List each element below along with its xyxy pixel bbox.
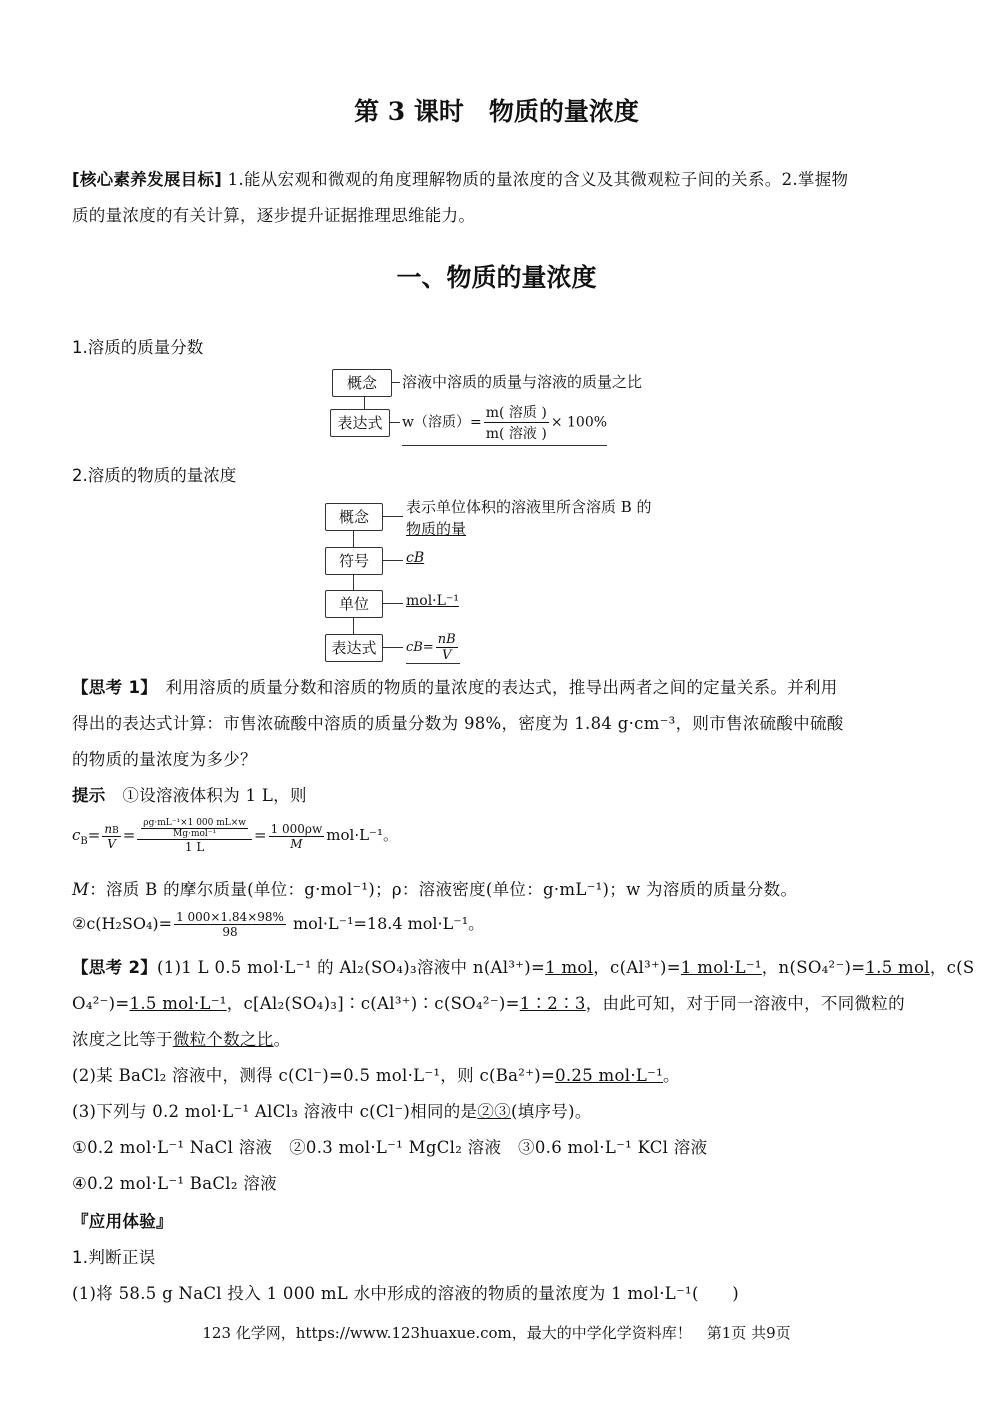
calc-fraction <box>174 910 286 939</box>
mass-fraction-formula <box>402 402 607 446</box>
nb-over-v: $\frac{nB}{V}$ <box>104 821 119 851</box>
calc-right: mol·L⁻¹=18.4 mol·L⁻¹。 <box>287 914 485 933</box>
formula-denominator: m( 溶液 ) <box>485 426 547 442</box>
think2-label: 【思考 2】 <box>72 958 158 977</box>
answer: 1.5 mol·L⁻¹ <box>129 994 227 1013</box>
answer: 0.25 mol·L⁻¹ <box>555 1066 664 1085</box>
apply-q1: (1)将 58.5 g NaCl 投入 1 000 mL 水中形成的溶液的物质的量浓度为 1 mol·L⁻¹( ) <box>72 1284 740 1303</box>
q1-line1: (1)1 L 0.5 mol·L⁻¹ 的 Al₂(SO₄)₃溶液中 n(Al³⁺)= <box>157 958 546 977</box>
box-expression: 表达式 <box>330 409 390 437</box>
big-fraction <box>137 818 252 854</box>
small-numerator: ρg·mL⁻¹×1 000 mL×w <box>143 818 246 828</box>
q3-end: (填序号)。 <box>510 1102 592 1121</box>
hint-label: 提示 <box>72 786 106 805</box>
box-unit: 单位 <box>325 590 383 618</box>
answer: 1 mol·L⁻¹ <box>680 958 762 977</box>
molarity-left: cB= <box>406 640 434 655</box>
think1-line3: 的物质的量浓度为多少？ <box>72 750 257 769</box>
apply-label: 『应用体验』 <box>72 1212 173 1231</box>
goal-text-2: 质的量浓度的有关计算，逐步提升证据推理思维能力。 <box>72 206 476 225</box>
concept-text-2 <box>406 496 652 540</box>
hint-text: ①设溶液体积为 1 L，则 <box>105 786 307 805</box>
answer: ②③ <box>477 1102 511 1121</box>
connector <box>390 422 400 423</box>
arrow <box>383 560 403 561</box>
result-fraction <box>269 822 325 851</box>
formula-unit: mol·L⁻¹。 <box>326 826 398 844</box>
molarity-fraction <box>436 632 458 663</box>
formula-fraction <box>484 402 549 443</box>
explain-text: ：溶质 B 的摩尔质量(单位：g·mol⁻¹)；ρ：溶液密度(单位：g·mL⁻¹)；w 为溶质的质量分数。 <box>89 880 798 899</box>
one-liter: 1 L <box>184 840 205 854</box>
concept-text: 溶液中溶质的质量与溶液的质量之比 <box>402 373 643 391</box>
q1-line2-end: ，由此可知，对于同一溶液中，不同微粒的 <box>585 994 905 1013</box>
q2-text: (2)某 BaCl₂ 溶液中，测得 c(Cl⁻)=0.5 mol·L⁻¹，则 c(Ba²⁺)= <box>72 1066 556 1085</box>
symbol-text: cB <box>406 550 425 566</box>
unit-text: mol·L⁻¹ <box>406 593 459 609</box>
connector <box>392 382 400 383</box>
result-numerator: 1 000ρw <box>270 821 323 836</box>
result-denominator: M <box>290 836 303 851</box>
concept-2-line1: 表示单位体积的溶液里所含溶质 B 的 <box>406 498 652 516</box>
answer: 1 mol <box>545 958 594 977</box>
molarity-formula <box>406 632 460 664</box>
box-expression-2: 表达式 <box>325 634 383 662</box>
answer: 微粒个数之比 <box>172 1030 274 1049</box>
page-footer: 123 化学网，https://www.123huaxue.com，最大的中学化学资料库！ 第1页 共9页 <box>202 1324 791 1342</box>
answer: 1.5 mol <box>865 958 930 977</box>
section-title: 一、物质的量浓度 <box>396 263 597 292</box>
connector <box>364 396 365 410</box>
think2-block <box>72 950 975 1202</box>
molarity-numerator: nB <box>437 632 456 647</box>
q1-mid: ，n(SO₄²⁻)= <box>761 958 866 977</box>
derivation-formula: $c_B=$ $\frac{nB}{V}$ = $\frac{\frac{\text{ρg·mL⁻¹×1 000 mL×w}}{\text{Mg·mol⁻¹}}}{1 L}$ = $\frac{1 000\rho w}{M}$ mol·L⁻¹。 <box>72 818 398 854</box>
page-title: 第 3 课时 物质的量浓度 <box>354 97 639 126</box>
q1-mid: ，c(Al³⁺)= <box>593 958 681 977</box>
q1-line2-mid: ，c[Al₂(SO₄)₃]∶c(Al³⁺)∶c(SO₄²⁻)= <box>226 994 520 1013</box>
formula-left: w（溶质）= <box>402 414 482 431</box>
formula-numerator: m( 溶质 ) <box>484 402 549 423</box>
options-line2: ④0.2 mol·L⁻¹ BaCl₂ 溶液 <box>72 1174 277 1193</box>
sub1-heading: 1.溶质的质量分数 <box>72 338 204 357</box>
answer: 1∶2∶3 <box>519 994 586 1013</box>
q1-line3-start: 浓度之比等于 <box>72 1030 173 1049</box>
q2-end: 。 <box>663 1066 680 1085</box>
options-line1: ①0.2 mol·L⁻¹ NaCl 溶液 ②0.3 mol·L⁻¹ MgCl₂ 溶液 ③0.6 mol·L⁻¹ KCl 溶液 <box>72 1138 708 1157</box>
goal-text-1: 1.能从宏观和微观的角度理解物质的量浓度的含义及其微观粒子间的关系。2.掌握物 <box>222 170 849 189</box>
arrow <box>383 516 403 517</box>
q1-end: ，c(S <box>929 958 975 977</box>
calc-numerator: 1 000×1.84×98% <box>176 910 284 924</box>
small-denominator: Mg·mol⁻¹ <box>173 829 217 839</box>
goal-label: [核心素养发展目标] <box>72 170 223 189</box>
calc-left: ②c(H₂SO₄)= <box>72 914 173 933</box>
arrow <box>383 647 403 648</box>
box-concept: 概念 <box>332 369 392 397</box>
apply-block <box>72 1204 932 1312</box>
think1-label: 【思考 1】 <box>72 678 149 697</box>
think1-line2: 得出的表达式计算：市售浓硫酸中溶质的质量分数为 98%，密度为 1.84 g·cm⁻³，则市售浓硫酸中硫酸 <box>72 714 844 733</box>
think1-block <box>72 670 932 814</box>
arrow <box>383 603 403 604</box>
q1-line3-end: 。 <box>273 1030 291 1049</box>
explain-line: M：溶质 B 的摩尔质量(单位：g·mol⁻¹)；ρ：溶液密度(单位：g·mL⁻¹)；w 为溶质的质量分数。 <box>72 880 798 899</box>
q3-text: (3)下列与 0.2 mol·L⁻¹ AlCl₃ 溶液中 c(Cl⁻)相同的是 <box>72 1102 478 1121</box>
box-symbol: 符号 <box>325 547 383 575</box>
h2so4-calc <box>72 910 484 939</box>
box-concept-2: 概念 <box>325 503 383 531</box>
q1-line2-start: O₄²⁻)= <box>72 994 130 1013</box>
concept-2-line2: 物质的量 <box>406 520 467 538</box>
think1-line1: 利用溶质的质量分数和溶质的物质的量浓度的表达式，推导出两者之间的定量关系。并利用 <box>148 678 838 697</box>
apply-heading: 1.判断正误 <box>72 1248 156 1267</box>
sub2-heading: 2.溶质的物质的量浓度 <box>72 466 237 485</box>
goal-paragraph <box>72 162 932 234</box>
molarity-denominator: V <box>442 648 452 663</box>
calc-denominator: 98 <box>222 925 238 939</box>
formula-right: × 100% <box>550 414 608 431</box>
